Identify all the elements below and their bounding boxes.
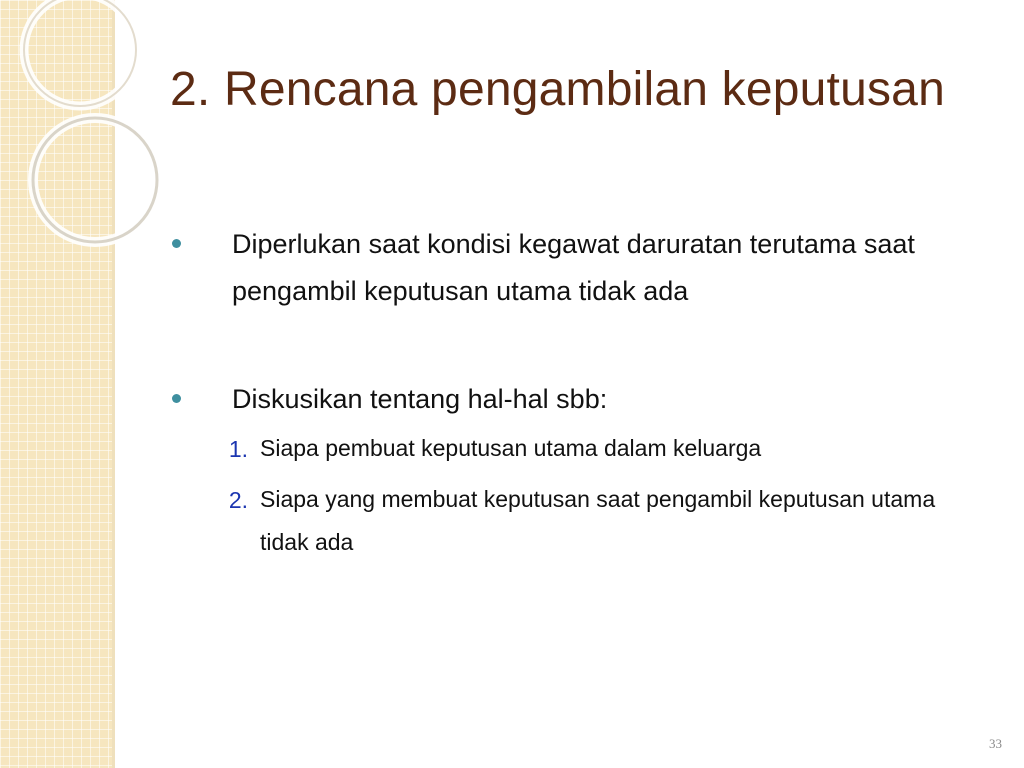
page-number: 33 [989, 736, 1002, 751]
decorative-rings-icon [0, 0, 200, 260]
slide-title: 2. Rencana pengambilan keputusan [170, 63, 945, 116]
bullet-text-1: Diperlukan saat kondisi kegawat daruratan terutama saat pengambil keputusan utama tidak ada [232, 229, 915, 306]
bullet-text-2: Diskusikan tentang hal-hal sbb: [232, 384, 608, 414]
bullet-dot-icon [172, 394, 181, 403]
list-number-2: 2. [228, 487, 248, 513]
list-number-1: 1. [228, 436, 248, 462]
numbered-item-1: Siapa pembuat keputusan utama dalam keluarga [260, 435, 762, 461]
numbered-item-2: Siapa yang membuat keputusan saat pengambil keputusan utama tidak ada [260, 486, 936, 555]
bullet-dot-icon [172, 239, 181, 248]
